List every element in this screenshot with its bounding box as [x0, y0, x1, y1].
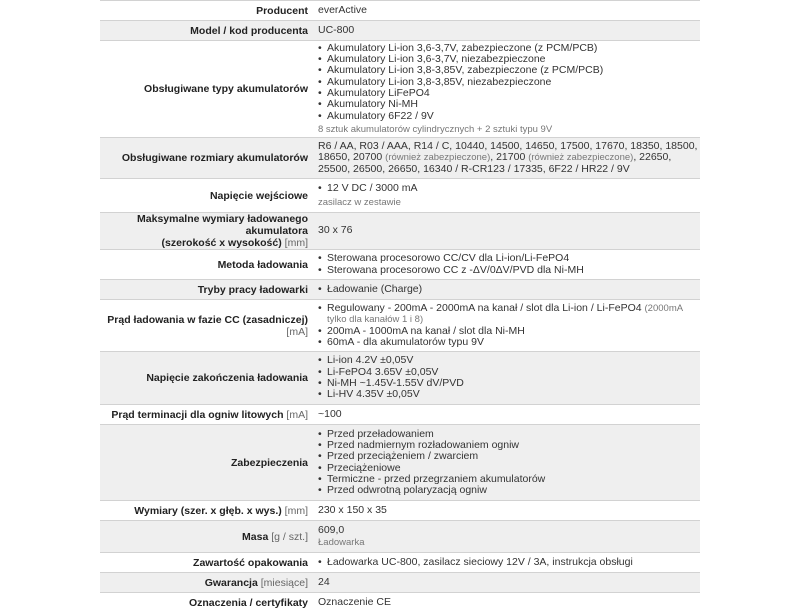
list-item: • Akumulatory Li-ion 3,6-3,7V, niezabezpieczone	[327, 54, 700, 65]
label-prad-cc-unit: [mA]	[286, 325, 308, 338]
label-wymiary-akum-1: Maksymalne wymiary ładowanego akumulatora	[137, 213, 308, 237]
row-model	[100, 21, 700, 41]
label-oznaczenia: Oznaczenia / certyfikaty	[100, 593, 313, 613]
list-item: • Przeciążeniowe	[327, 463, 700, 474]
list-prad-cc	[318, 303, 700, 348]
row-napiecie-konca	[100, 352, 700, 405]
list-typy	[318, 43, 700, 122]
list-item: • Li-FePO4 3.65V ±0,05V	[327, 367, 700, 378]
label-rozmiary: Obsługiwane rozmiary akumulatorów	[100, 138, 313, 179]
row-napiecie	[100, 179, 700, 213]
label-wymiary-akum-2: (szerokość x wysokość)	[161, 237, 282, 249]
row-wymiary-akum	[100, 213, 700, 250]
label-wymiary-unit: [mm]	[284, 504, 308, 517]
spec-table-container	[100, 0, 700, 613]
label-tryby: Tryby pracy ładowarki	[100, 280, 313, 300]
list-item: • Ładowanie (Charge)	[327, 284, 700, 295]
list-tryby	[318, 284, 700, 295]
list-item: • Termiczne - przed przegrzaniem akumulatorów	[327, 474, 700, 485]
list-item: • 12 V DC / 3000 mA	[327, 183, 700, 194]
list-item: • Przed przeciążeniem / zwarciem	[327, 451, 700, 462]
label-prad-term: Prąd terminacji dla ogniw litowych	[111, 408, 284, 421]
row-prad-term	[100, 405, 700, 425]
label-prad-cc: Prąd ładowania w fazie CC (zasadniczej)	[107, 313, 308, 326]
row-gwarancja	[100, 573, 700, 593]
label-zabezpieczenia: Zabezpieczenia	[100, 425, 313, 501]
note-rozmiary-2: (również zabezpieczone)	[528, 152, 634, 164]
label-masa-unit: [g / szt.]	[271, 530, 308, 543]
label-masa: Masa	[242, 530, 269, 543]
list-metoda	[318, 253, 700, 276]
label-napiecie: Napięcie wejściowe	[100, 179, 313, 213]
row-masa	[100, 521, 700, 553]
label-wymiary-akum-unit: [mm]	[284, 237, 308, 249]
row-tryby	[100, 280, 700, 300]
list-item: • Przed przeładowaniem	[327, 429, 700, 440]
note-masa: Ładowarka	[318, 536, 365, 548]
list-item: • Akumulatory Li-ion 3,8-3,85V, niezabezpieczone	[327, 77, 700, 88]
value-masa: 609,0	[318, 524, 345, 537]
label-prad-term-unit: [mA]	[286, 408, 308, 421]
value-rozmiary-2: , 21700	[490, 151, 526, 164]
label-gwarancja: Gwarancja	[204, 576, 258, 589]
list-zawartosc	[318, 557, 700, 568]
prad-cc-item-note: (2000mA tylko dla kanałów 1 i 8)	[327, 302, 683, 326]
list-napiecie-konca	[318, 355, 700, 400]
value-gwarancja: 24	[313, 573, 700, 593]
value-wymiary-akum: 30 x 76	[313, 213, 700, 250]
list-item: • Akumulatory Li-ion 3,6-3,7V, zabezpieczone (z PCM/PCB)	[327, 43, 700, 54]
list-item: • Akumulatory Ni-MH	[327, 99, 700, 110]
list-item: • Akumulatory LiFePO4	[327, 88, 700, 99]
list-item: • Akumulatory 6F22 / 9V	[327, 111, 700, 122]
value-rozmiary-1: R6 / AA, R03 / AAA, R14 / C, 10440, 14500, 14650, 17500, 17670, 18350, 18500, 18650, 20700	[318, 140, 698, 164]
label-model: Model / kod producenta	[100, 21, 313, 41]
label-wymiary: Wymiary (szer. x głęb. x wys.)	[134, 504, 282, 517]
note-typy: 8 sztuk akumulatorów cylindrycznych + 2 sztuki typu 9V	[318, 123, 553, 135]
row-prad-cc	[100, 300, 700, 352]
value-producent: everActive	[313, 1, 700, 21]
row-zabezpieczenia	[100, 425, 700, 501]
list-item: • Li-ion 4.2V ±0,05V	[327, 355, 700, 366]
note-napiecie: zasilacz w zestawie	[318, 196, 401, 208]
row-rozmiary	[100, 138, 700, 179]
list-item: • Ładowarka UC-800, zasilacz sieciowy 12V / 3A, instrukcja obsługi	[327, 557, 700, 568]
label-producent: Producent	[100, 1, 313, 21]
row-zawartosc	[100, 553, 700, 573]
list-item: • Akumulatory Li-ion 3,8-3,85V, zabezpieczone (z PCM/PCB)	[327, 65, 700, 76]
value-model: UC-800	[313, 21, 700, 41]
value-rozmiary-3: , 22650, 25500, 26500, 26650, 16340 / R-CR123 / 17335, 6F22 / HR22 / 9V	[318, 151, 672, 175]
list-item: • Przed nadmiernym rozładowaniem ogniw	[327, 440, 700, 451]
value-oznaczenia: Oznaczenie CE	[313, 593, 700, 613]
prad-cc-item-main: Regulowany - 200mA - 2000mA na kanał / slot dla Li-ion / Li-FePO4	[327, 301, 642, 314]
value-wymiary: 230 x 150 x 35	[313, 501, 700, 521]
list-napiecie	[318, 183, 700, 194]
note-rozmiary-1: (również zabezpieczone)	[385, 152, 491, 164]
row-metoda	[100, 250, 700, 280]
list-item: • Li-HV 4.35V ±0,05V	[327, 389, 700, 400]
row-wymiary	[100, 501, 700, 521]
list-item: • Ni-MH ~1.45V-1.55V dV/PVD	[327, 378, 700, 389]
list-item: • 200mA - 1000mA na kanał / slot dla Ni-MH	[327, 326, 700, 337]
list-item	[327, 303, 700, 326]
list-zabezpieczenia	[318, 429, 700, 497]
list-item: • Przed odwrotną polaryzacją ogniw	[327, 485, 700, 496]
row-oznaczenia	[100, 593, 700, 613]
list-item: • Sterowana procesorowo CC/CV dla Li-ion/Li-FePO4	[327, 253, 700, 264]
label-typy: Obsługiwane typy akumulatorów	[100, 41, 313, 138]
spec-table	[100, 0, 700, 613]
label-metoda: Metoda ładowania	[100, 250, 313, 280]
list-item: • Sterowana procesorowo CC z -ΔV/0ΔV/PVD dla Ni-MH	[327, 265, 700, 276]
label-napiecie-konca: Napięcie zakończenia ładowania	[100, 352, 313, 405]
value-prad-term: ~100	[313, 405, 700, 425]
label-zawartosc: Zawartość opakowania	[100, 553, 313, 573]
row-typy	[100, 41, 700, 138]
label-gwarancja-unit: [miesiące]	[260, 576, 308, 589]
list-item: • 60mA - dla akumulatorów typu 9V	[327, 337, 700, 348]
row-producent	[100, 1, 700, 21]
